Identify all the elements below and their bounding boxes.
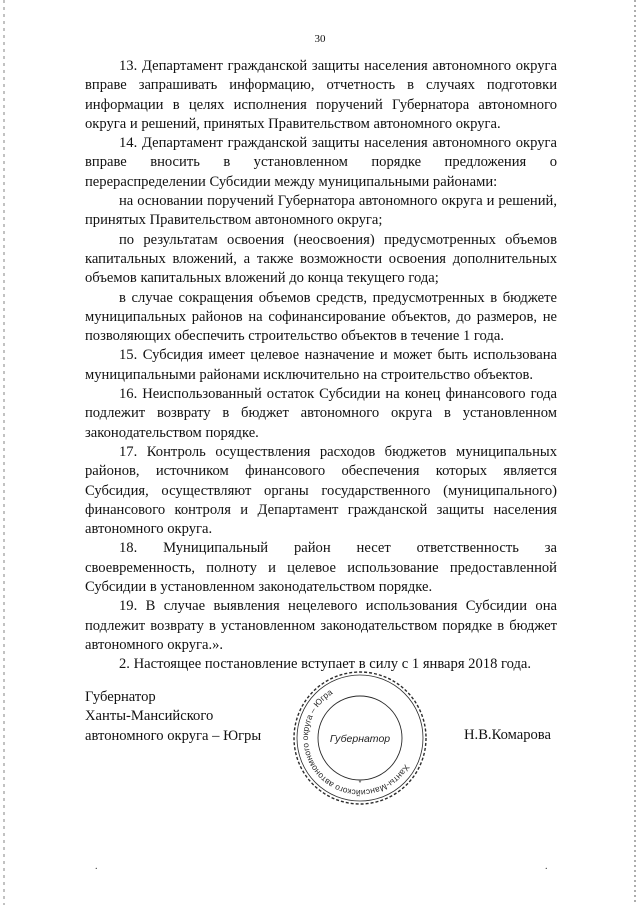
svg-text:*: *	[358, 780, 362, 787]
scan-edge-right	[634, 0, 636, 905]
footer-mark-left: .	[95, 861, 98, 872]
seal-graphic	[290, 668, 430, 808]
paragraph-19: 19. В случае выявления нецелевого использования Субсидии она подлежит возврату в установленном законодательством порядке в бюджет автономного округа.».	[85, 598, 557, 653]
signatory-title-line-3: автономного округа – Югры	[85, 727, 262, 744]
document-body	[85, 57, 557, 675]
paragraph-2-effective-date: 2. Настоящее постановление вступает в силу с 1 января 2018 года.	[119, 656, 532, 673]
official-seal	[290, 668, 430, 808]
paragraph-14-item-2: по результатам освоения (неосвоения) предусмотренных объемов капитальных вложений, а также возможности освоения дополнительных объемов капитальных вложений до конца текущего года;	[85, 231, 557, 287]
signatory-title-line-2: Ханты-Мансийского	[85, 708, 214, 725]
signatory-title-line-1: Губернатор	[85, 689, 156, 705]
paragraph-17: 17. Контроль осуществления расходов бюджетов муниципальных районов, источником финансового обеспечения которых является Субсидия, осуществляют органы государственного (муниципального) финансового контроля и Департамент гражданской защиты населения автономного округа.	[85, 443, 557, 538]
paragraph-13: 13. Департамент гражданской защиты населения автономного округа вправе запрашивать информацию, отчетность в случаях подготовки информации в целях исполнения поручений Губернатора автономного округа и решений, принятых Правительством автономного округа.	[85, 58, 557, 132]
paragraph-16: 16. Неиспользованный остаток Субсидии на конец финансового года подлежит возврату в бюджет автономного округа в установленном законодательством порядке.	[85, 386, 557, 441]
page-number: 30	[314, 33, 326, 45]
paragraph-14-item-1: на основании поручений Губернатора автономного округа и решений, принятых Правительством автономного округа;	[85, 193, 557, 229]
paragraph-14: 14. Департамент гражданской защиты населения автономного округа вправе вносить в установленном порядке предложения о перераспределении Субсидии между муниципальными районами:	[85, 135, 557, 190]
footer-mark-right: .	[545, 861, 548, 872]
svg-text:Ханты-Мансийского автономного	[290, 683, 426, 808]
paragraph-14-item-3: в случае сокращения объемов средств, предусмотренных в бюджете муниципальных районов на софинансирование объектов, до размеров, не позволяющих обеспечить строительство объектов в течение 1 года.	[85, 289, 557, 345]
seal-ring-text: Ханты-Мансийского автономного округа – Югра	[299, 686, 412, 799]
scan-edge-left	[3, 0, 5, 905]
signatory-name: Н.В.Комарова	[464, 727, 551, 743]
seal-center-text: Губернатор	[329, 733, 391, 745]
paragraph-15: 15. Субсидия имеет целевое назначение и может быть использована муниципальными районами исключительно на строительство объектов.	[85, 347, 557, 383]
signatory-title	[85, 688, 261, 746]
paragraph-18: 18. Муниципальный район несет ответственность за своевременность, полноту и целевое использование предоставленной Субсидии в установленном законодательством порядке.	[85, 540, 557, 596]
